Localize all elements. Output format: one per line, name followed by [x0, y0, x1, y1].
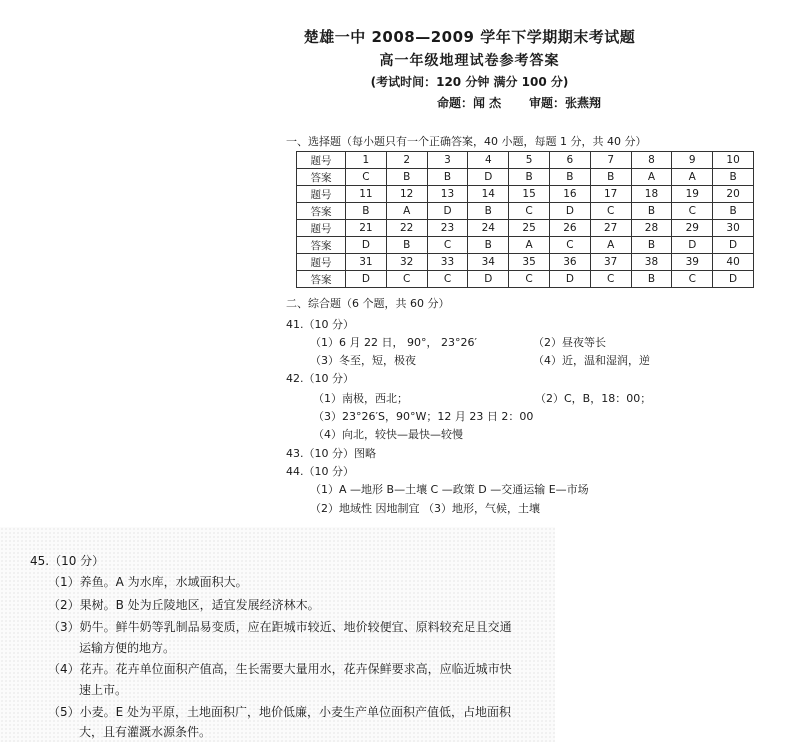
question-number-cell: 32 — [386, 254, 427, 271]
page-subtitle: 高一年级地理试卷参考答案 — [379, 53, 560, 69]
q42-answer-1: （1）南极，西北； — [313, 392, 408, 405]
q42-label: 42.（10 分） — [286, 372, 354, 385]
q41-answer-4: （4）近，温和湿润，逆 — [533, 354, 650, 367]
question-number-row — [297, 254, 754, 271]
question-number-cell: 10 — [713, 152, 754, 169]
answer-cell: B — [590, 169, 631, 186]
answer-cell: B — [549, 169, 590, 186]
question-number-cell: 4 — [468, 152, 509, 169]
row-header-cell: 答案 — [297, 169, 346, 186]
q45-line: （4）花卉。花卉单位面积产值高，生长需要大量用水，花卉保鲜要求高，应临近城市快 — [48, 662, 512, 676]
answer-cell: A — [509, 237, 550, 254]
exam-info: (考试时间：120 分钟 满分 100 分) — [370, 75, 569, 89]
row-header-cell: 题号 — [297, 186, 346, 203]
answer-cell: B — [386, 169, 427, 186]
answer-table — [296, 151, 754, 288]
question-number-cell: 26 — [549, 220, 590, 237]
answer-row — [297, 271, 754, 288]
answer-cell: B — [427, 169, 468, 186]
question-number-cell: 5 — [509, 152, 550, 169]
section1-heading: 一、选择题（每小题只有一个正确答案，40 小题，每题 1 分，共 40 分） — [286, 135, 647, 148]
question-number-cell: 38 — [631, 254, 672, 271]
q42-answer-3: （3）23°26′S，90°W；12 月 23 日 2：00 — [313, 410, 534, 423]
answer-cell: D — [549, 203, 590, 220]
q44-answer-2: （2）地域性 因地制宜 （3）地形，气候，土壤 — [310, 502, 540, 515]
question-number-cell: 34 — [468, 254, 509, 271]
answer-cell: B — [631, 271, 672, 288]
q43-label: 43.（10 分）图略 — [286, 447, 376, 460]
question-number-cell: 39 — [672, 254, 713, 271]
question-number-cell: 23 — [427, 220, 468, 237]
question-number-cell: 8 — [631, 152, 672, 169]
question-number-cell: 16 — [549, 186, 590, 203]
question-number-cell: 36 — [549, 254, 590, 271]
answer-cell: D — [346, 271, 387, 288]
question-number-cell: 21 — [346, 220, 387, 237]
answer-cell: A — [590, 237, 631, 254]
question-number-row — [297, 186, 754, 203]
answer-row — [297, 169, 754, 186]
answer-cell: D — [468, 169, 509, 186]
q42-answer-2: （2）C，B，18：00； — [535, 392, 652, 405]
q44-answer-1: （1）A —地形 B—土壤 C —政策 D —交通运输 E—市场 — [310, 483, 589, 496]
question-number-cell: 1 — [346, 152, 387, 169]
question-number-cell: 29 — [672, 220, 713, 237]
question-number-cell: 9 — [672, 152, 713, 169]
row-header-cell: 题号 — [297, 152, 346, 169]
answer-cell: A — [386, 203, 427, 220]
question-number-cell: 25 — [509, 220, 550, 237]
row-header-cell: 答案 — [297, 271, 346, 288]
q44-label: 44.（10 分） — [286, 465, 354, 478]
q41-answer-3: （3）冬至，短，极夜 — [310, 354, 416, 367]
question-number-cell: 6 — [549, 152, 590, 169]
q41-label: 41.（10 分） — [286, 318, 354, 331]
question-number-cell: 22 — [386, 220, 427, 237]
answer-cell: D — [713, 237, 754, 254]
answer-cell: C — [386, 271, 427, 288]
answer-cell: B — [509, 169, 550, 186]
q45-line: （3）奶牛。鲜牛奶等乳制品易变质，应在距城市较近、地价较便宜、原料较充足且交通 — [48, 620, 512, 634]
answer-cell: C — [549, 237, 590, 254]
question-number-row — [297, 220, 754, 237]
q45-line: （1）养鱼。A 为水库，水域面积大。 — [48, 575, 248, 589]
reviewer-label: 审题：张燕翔 — [529, 96, 602, 110]
answer-cell: D — [346, 237, 387, 254]
question-number-cell: 40 — [713, 254, 754, 271]
question-number-cell: 30 — [713, 220, 754, 237]
question-number-cell: 18 — [631, 186, 672, 203]
row-header-cell: 题号 — [297, 254, 346, 271]
row-header-cell: 答案 — [297, 237, 346, 254]
answer-cell: B — [346, 203, 387, 220]
question-number-cell: 19 — [672, 186, 713, 203]
question-number-cell: 33 — [427, 254, 468, 271]
answer-cell: B — [631, 203, 672, 220]
question-number-cell: 35 — [509, 254, 550, 271]
answer-cell: B — [386, 237, 427, 254]
question-number-cell: 7 — [590, 152, 631, 169]
question-number-cell: 17 — [590, 186, 631, 203]
answer-cell: D — [427, 203, 468, 220]
question-number-cell: 27 — [590, 220, 631, 237]
q45-line: （5）小麦。E 处为平原，土地面积广，地价低廉，小麦生产单位面积产值低，占地面积 — [48, 705, 512, 719]
answer-cell: C — [672, 203, 713, 220]
answer-cell: C — [590, 203, 631, 220]
q41-answer-1: （1）6 月 22 日， 90°， 23°26′ — [310, 336, 477, 349]
question-number-cell: 13 — [427, 186, 468, 203]
author-label: 命题：闻 杰 — [437, 96, 502, 110]
question-number-row — [297, 152, 754, 169]
answer-cell: D — [713, 271, 754, 288]
question-number-cell: 2 — [386, 152, 427, 169]
answer-cell: A — [672, 169, 713, 186]
section2-heading: 二、综合题（6 个题，共 60 分） — [286, 297, 450, 310]
answer-cell: C — [427, 271, 468, 288]
question-number-cell: 15 — [509, 186, 550, 203]
question-number-cell: 37 — [590, 254, 631, 271]
answer-cell: B — [468, 203, 509, 220]
question-number-cell: 12 — [386, 186, 427, 203]
question-number-cell: 20 — [713, 186, 754, 203]
q42-answer-4: （4）向北，较快—最快—较慢 — [313, 428, 463, 441]
q45-line: 运输方便的地方。 — [79, 641, 176, 655]
answer-cell: C — [346, 169, 387, 186]
question-number-cell: 3 — [427, 152, 468, 169]
question-number-cell: 11 — [346, 186, 387, 203]
q45-line: 大，且有灌溉水源条件。 — [79, 725, 212, 739]
q41-answer-2: （2）昼夜等长 — [533, 336, 606, 349]
question-number-cell: 31 — [346, 254, 387, 271]
answer-cell: C — [672, 271, 713, 288]
answer-cell: D — [672, 237, 713, 254]
answer-row — [297, 237, 754, 254]
page-title: 楚雄一中 2008—2009 学年下学期期末考试题 — [303, 28, 636, 46]
answer-cell: B — [468, 237, 509, 254]
row-header-cell: 答案 — [297, 203, 346, 220]
answer-cell: B — [631, 237, 672, 254]
answer-cell: D — [549, 271, 590, 288]
q45-line: （2）果树。B 处为丘陵地区，适宜发展经济林木。 — [48, 598, 320, 612]
answer-cell: A — [631, 169, 672, 186]
question-number-cell: 14 — [468, 186, 509, 203]
answer-cell: B — [713, 203, 754, 220]
answer-cell: D — [468, 271, 509, 288]
answer-cell: C — [427, 237, 468, 254]
answer-cell: C — [509, 203, 550, 220]
answer-cell: C — [590, 271, 631, 288]
answer-row — [297, 203, 754, 220]
q45-label: 45.（10 分） — [30, 554, 105, 568]
row-header-cell: 题号 — [297, 220, 346, 237]
q45-line: 速上市。 — [79, 683, 128, 697]
question-number-cell: 24 — [468, 220, 509, 237]
answer-cell: B — [713, 169, 754, 186]
answer-cell: C — [509, 271, 550, 288]
question-number-cell: 28 — [631, 220, 672, 237]
